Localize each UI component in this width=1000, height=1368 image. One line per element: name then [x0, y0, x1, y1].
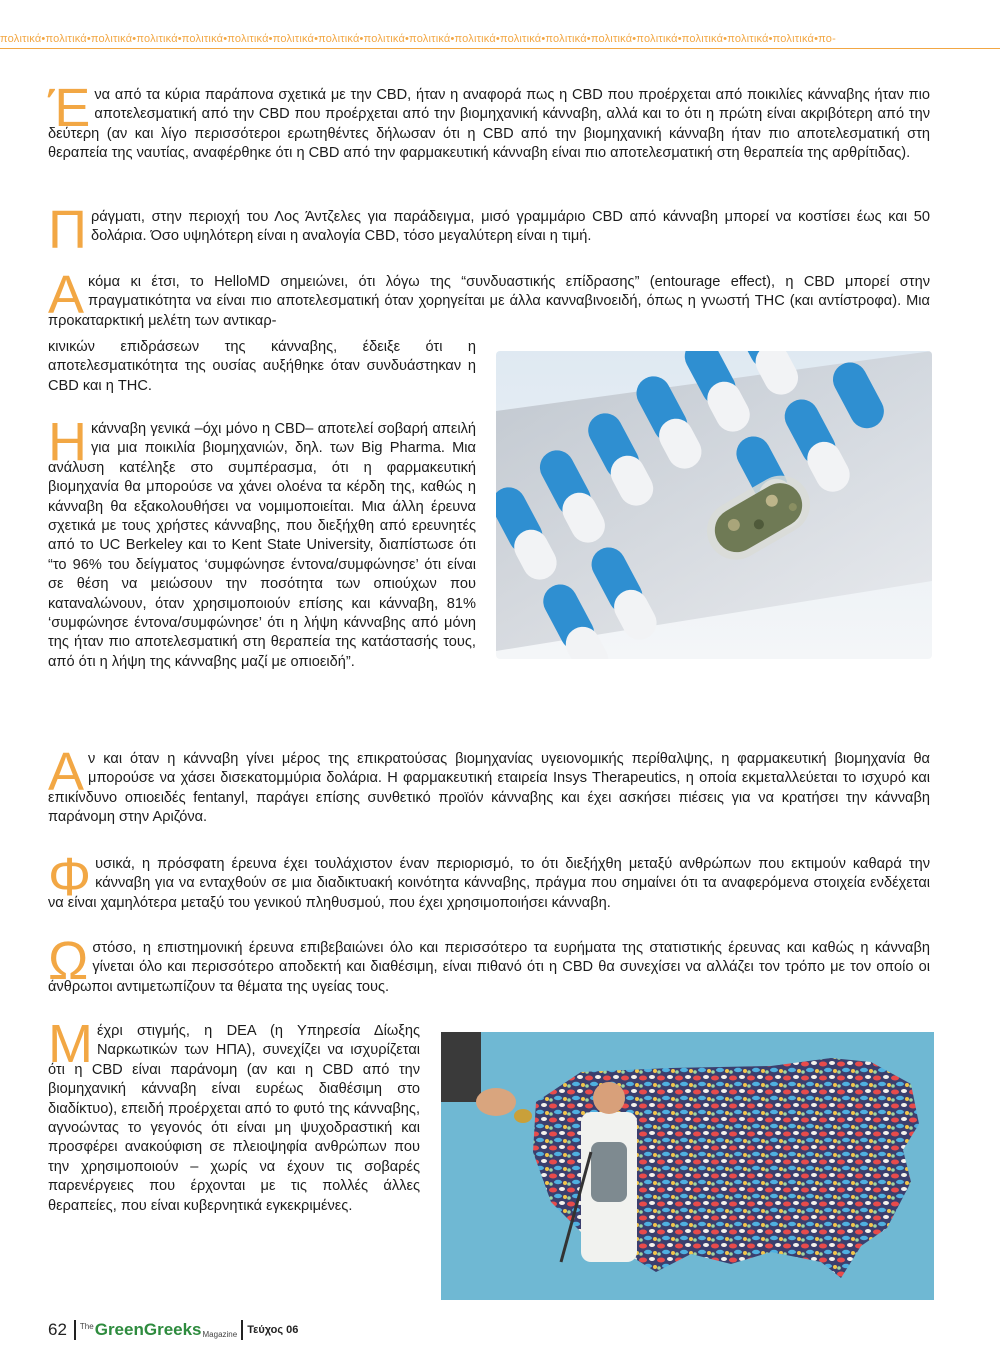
header-rule [0, 48, 1000, 49]
drop-cap: Μ [48, 1014, 93, 1074]
paragraph-text: κάνναβη γενικά –όχι μόνο η CBD– αποτελεί σοβαρή απειλή για μια ποικιλία βιομηχανιών, δηλ. των Big Pharma. Μια ανάλυση κατέληξε στο συμπέρασμα, ότι η φαρμακευτική βιομηχανία θα μπορούσε να χάνει ολοένα τα κέρδη της, καθώς η κάνναβη θα εξακολουθήσει να νομιμοποιείται. Μια άλλη έρευνα σχετικά με τους χρήστες κάνναβης, που διεξήχθη από ερευνητές από το UC Berkeley και το Kent State University, διαπίστωσε ότι “το 96% του δείγματος ‘συμφώνησε έντονα/συμφώνησε’ ότι είναι σε θέση να μειώσουν την ποσότητα των οπιούχων που καταναλώνουν, όταν χρησιμοποιούν επίσης και κάνναβη, 81% ‘συμφώνησε έντονα/συμφώνησε’ ότι η λήψη κάνναβης από μόνη της ήταν πιο αποτελεσματική στη θεραπεία της κατάστασής τους, από ότι η λήψη της κάνναβης μαζί με οπιοειδή”. [48, 421, 476, 670]
article-paragraph-6 [48, 847, 930, 913]
article-paragraph-3 [48, 265, 930, 331]
paragraph-text: να από τα κύρια παράπονα σχετικά με την CBD, ήταν η αναφορά πως η CBD που προέρχεται από ποικιλίες κάνναβης ήταν πιο αποτελεσματική από την CBD που προέρχεται από την βιομηχανική κάνναβη, αλλά και το ότι η πρώτη είναι ακριβότερη από την δεύτερη (αν και λίγο περισσότεροι ερωτηθέντες δήλωσαν ότι η CBD από την βιομηχανική κάνναβη ήταν πιο αποτελεσματική στη θεραπεία της ναυτίας, αναφέρθηκε ότι η CBD από την φαρμακευτική κάνναβη είναι πιο αποτελεσματική στη θεραπεία της αρθρίτιδας). [48, 87, 930, 162]
magazine-suffix: Magazine [202, 1330, 238, 1339]
pill-map-illustration [441, 1032, 934, 1300]
issue-number: Τεύχος 06 [247, 1324, 299, 1336]
magazine-name: GreenGreeks [94, 1320, 202, 1339]
paragraph-text: κινικών επιδράσεων της κάνναβης, έδειξε ότι η αποτελεσματικότητα της ουσίας αυξήθηκε όταν συνδυάστηκαν η CBD και η THC. [48, 339, 476, 394]
paragraph-text: στόσο, η επιστημονική έρευνα επιβεβαιώνει όλο και περισσότερο τα ευρήματα της στατιστικής έρευνας και καθώς η κάνναβη γίνεται όλο και περισσότερο αποδεκτή και διαθέσιμη, είναι πιθανό ότι η CBD θα συνεχίσει να αλλάζει τον τρόπο με τον οποίο οι άνθρωποι αντιμετωπίζουν τα θέματα της υγείας τους. [48, 940, 930, 995]
article-paragraph-1 [48, 78, 930, 164]
paragraph-text: κόμα κι έτσι, το HelloMD σημειώνει, ότι λόγω της “συνδυαστικής επίδρασης” (entourage effect), η CBD μπορεί στην πραγματικότητα να είναι πιο αποτελεσματική όταν χορηγείται με άλλα κανναβινοειδή, όπως η γνωστή THC (και αντίστροφα). Μια προκαταρκτική μελέτη των αντικαρ- [48, 274, 930, 329]
cannabis-capsules-photo [496, 351, 932, 659]
page-footer [48, 1318, 298, 1342]
drop-cap: Η [48, 412, 87, 472]
article-paragraph-4 [48, 412, 476, 672]
paragraph-text: έχρι στιγμής, η DEA (η Υπηρεσία Δίωξης Ναρκωτικών των ΗΠΑ), συνεχίζει να ισχυρίζεται ότι η CBD είναι παράνομη (αν και η CBD από την βιομηχανική κάνναβη είναι ευρέως διαθέσιμη στο διαδίκτυο), επειδή προέρχεται από το φυτό της κάνναβης, αγνοώντας το γεγονός ότι είναι μη ψυχοδραστική και προσφέρει ανακούφιση σε πλειοψηφία ανθρώπων που την χρησιμοποιούν – χωρίς να έχουν τις σοβαρές παρενέργειες που έρχονται με τις πολλές άλλες θεραπείες, που είναι κυβερνητικά εγκεκριμένες. [48, 1023, 420, 1214]
article-paragraph-8 [48, 1014, 420, 1216]
paragraph-text: ν και όταν η κάνναβη γίνει μέρος της επικρατούσας βιομηχανίας υγειονομικής περίθαλψης, η φαρμακευτική βιομηχανία θα μπορούσε να χάσει δισεκατομμύρια δολάρια. Η φαρμακευτική εταιρεία Insys Therapeutics, η οποία εκμεταλλεύεται το ισχυρό και επικίνδυνο οπιοειδές fentanyl, παράγει επίσης συνθετικό προϊόν κάνναβης και έχει ασκήσει πιέσεις για να κρατήσει την κάνναβη παράνομη στην Αριζόνα. [48, 751, 930, 826]
article-paragraph-3-continued [48, 338, 476, 396]
page-header [0, 0, 1000, 50]
page-number: 62 [48, 1320, 67, 1339]
drop-cap: Ω [48, 931, 89, 991]
section-running-header: πολιτικά•πολιτικά•πολιτικά•πολιτικά•πολιτικά•πολιτικά•πολιτικά•πολιτικά•πολιτικά•πολιτικά•πολιτικά•πολιτικά•πολιτικά•πολιτικά•πολιτικά•πολιτικά•πολιτικά•πολιτικά•πο- [0, 33, 836, 45]
magazine-prefix: The [79, 1322, 94, 1331]
drop-cap: Έ [48, 78, 91, 138]
drop-cap: Φ [48, 847, 92, 907]
drop-cap: Π [48, 200, 87, 260]
footer-divider [74, 1320, 76, 1340]
paragraph-text: ράγματι, στην περιοχή του Λος Άντζελες για παράδειγμα, μισό γραμμάριο CBD από κάνναβη μπορεί να κοστίσει έως και 50 δολάρια. Όσο υψηλότερη είναι η αναλογία CBD, τόσο μεγαλύτερη είναι η τιμή. [91, 209, 930, 245]
article-paragraph-5 [48, 742, 930, 828]
footer-divider [241, 1320, 243, 1340]
article-paragraph-7 [48, 931, 930, 997]
paragraph-text: υσικά, η πρόσφατη έρευνα έχει τουλάχιστον έναν περιορισμό, το ότι διεξήχθη μεταξύ ανθρώπων που εκτιμούν καθαρά την κάνναβη για να ενταχθούν σε μια διαδικτυακή κοινότητα κάνναβης, πράγμα που σημαίνει ότι τα αναφερόμενα στοιχεία ενδέχεται να είναι χαμηλότερα μεταξύ του γενικού πληθυσμού, που έχει χρησιμοποιήσει κάνναβη. [48, 856, 930, 911]
article-paragraph-2 [48, 200, 930, 260]
drop-cap: Α [48, 265, 85, 325]
drop-cap: Α [48, 742, 85, 802]
